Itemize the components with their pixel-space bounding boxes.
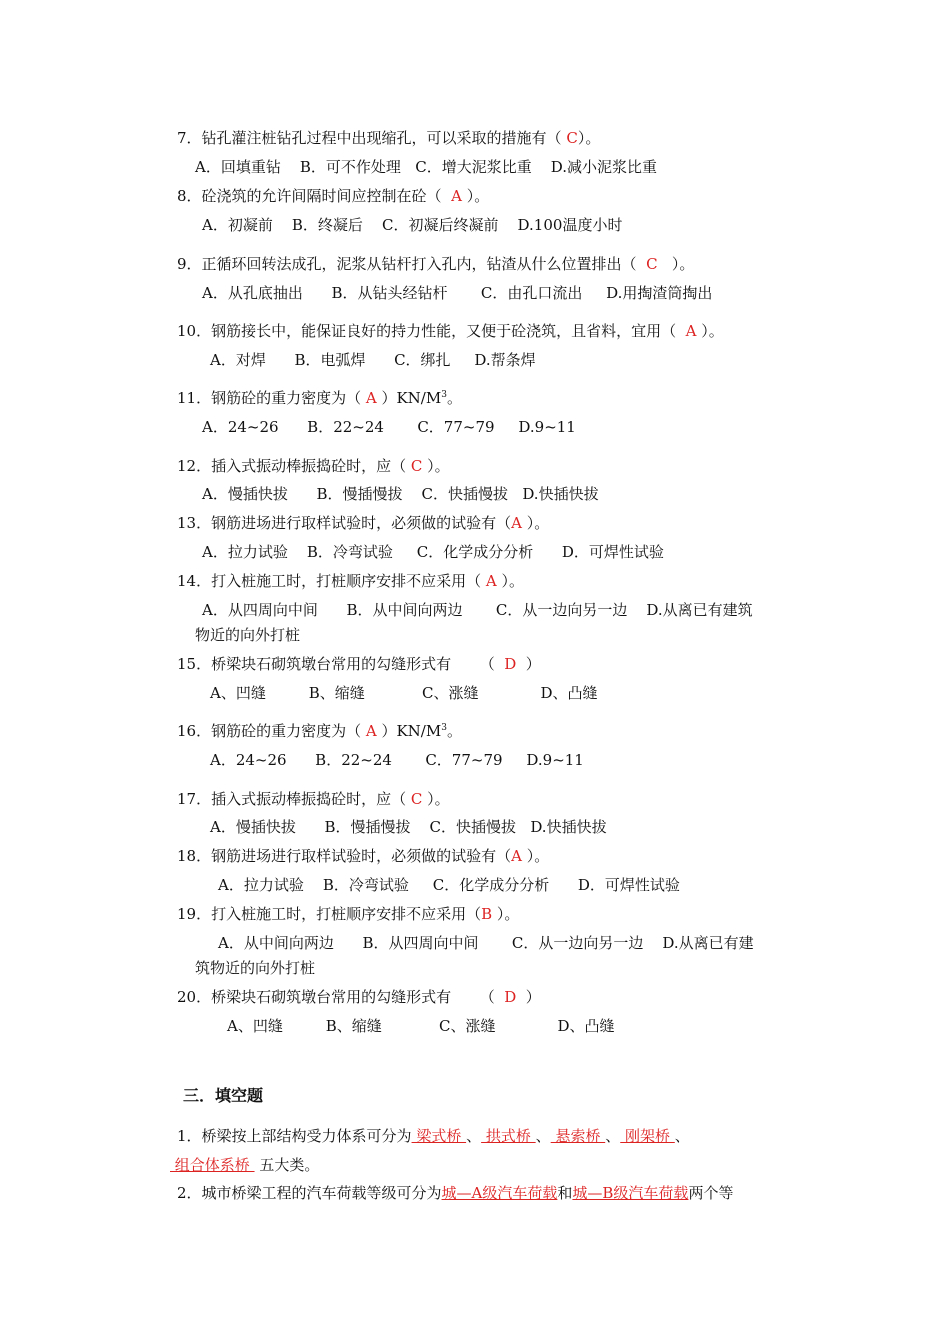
- answer: C: [410, 790, 423, 808]
- answer: A: [365, 722, 377, 740]
- answer: D: [504, 988, 517, 1006]
- answer: A: [485, 572, 497, 590]
- question-19: 19．打入桩施工时，打桩顺序安排不应采用（B ）。: [177, 905, 520, 923]
- fill-answer: 悬索桥: [550, 1127, 606, 1145]
- question-18: 18．钢筋进场进行取样试验时，必须做的试验有（A ）。: [177, 847, 550, 865]
- fill-answer: 城—B级汽车荷载: [572, 1184, 689, 1202]
- fill-answer: 梁式桥: [411, 1127, 467, 1145]
- answer: C: [566, 129, 578, 147]
- options: A．24~26 B．22~24 C．77~79 D.9~11: [202, 418, 576, 436]
- options: A．拉力试验 B．冷弯试验 C．化学成分分析 D．可焊性试验: [218, 876, 680, 894]
- question-15: 15．桥梁块石砌筑墩台常用的勾缝形式有 （ D ）: [177, 655, 541, 673]
- answer: A: [511, 847, 522, 865]
- options: A．对焊 B．电弧焊 C．绑扎 D.帮条焊: [210, 351, 536, 369]
- question-17: 17．插入式振动棒振捣砼时，应（ C ）。: [177, 790, 450, 808]
- options: A．回填重钻 B．可不作处理 C．增大泥浆比重 D.减小泥浆比重: [195, 158, 658, 176]
- answer: A: [365, 389, 377, 407]
- answer: C: [646, 255, 658, 273]
- options: A．初凝前 B．终凝后 C．初凝后终凝前 D.100温度小时: [202, 216, 623, 234]
- question-11: 11．钢筋砼的重力密度为（ A ）$KN/M^3$。: [177, 389, 462, 407]
- options: A．拉力试验 B．冷弯试验 C．化学成分分析 D．可焊性试验: [202, 543, 664, 561]
- question-14: 14．打入桩施工时，打桩顺序安排不应采用（ A ）。: [177, 572, 524, 590]
- fill-answer: 组合体系桥: [170, 1156, 255, 1174]
- fill-question-1: 1．桥梁按上部结构受力体系可分为 梁式桥 、 拱式桥 、 悬索桥 、 刚架桥 、: [177, 1127, 690, 1145]
- fill-answer: 刚架桥: [620, 1127, 675, 1145]
- options-continued: 物近的向外打桩: [195, 626, 301, 644]
- fill-answer: 拱式桥: [481, 1127, 536, 1145]
- options: A、凹缝 B、缩缝 C、涨缝 D、凸缝: [210, 684, 598, 702]
- question-9: 9．正循环回转法成孔，泥浆从钻杆打入孔内，钻渣从什么位置排出（ C ）。: [177, 255, 695, 273]
- options: A．从孔底抽出 B．从钻头经钻杆 C．由孔口流出 D.用掏渣筒掏出: [202, 284, 713, 302]
- question-8: 8．砼浇筑的允许间隔时间应控制在砼（ A ）。: [177, 187, 490, 205]
- answer: B: [481, 905, 493, 923]
- question-7: 7．钻孔灌注桩钻孔过程中出现缩孔，可以采取的措施有（ C）。: [177, 129, 601, 147]
- options-continued: 筑物近的向外打桩: [195, 959, 316, 977]
- fill-question-1-continued: 组合体系桥 五大类。: [170, 1156, 320, 1174]
- question-16: 16．钢筋砼的重力密度为（ A ）$KN/M^3$。: [177, 722, 462, 740]
- question-13: 13．钢筋进场进行取样试验时，必须做的试验有（A ）。: [177, 514, 550, 532]
- options: A．慢插快拔 B．慢插慢拔 C．快插慢拔 D.快插快拔: [210, 818, 607, 836]
- options: A．从四周向中间 B．从中间向两边 C．从一边向另一边 D.从离已有建筑: [202, 601, 753, 619]
- options: A．慢插快拔 B．慢插慢拔 C．快插慢拔 D.快插快拔: [202, 485, 599, 503]
- fill-question-2: 2．城市桥梁工程的汽车荷载等级可分为城—A级汽车荷载和城—B级汽车荷载两个等: [177, 1184, 734, 1202]
- section-title: 三．填空题: [183, 1086, 264, 1105]
- question-10: 10．钢筋接长中，能保证良好的持力性能，又便于砼浇筑，且省料，宜用（ A ）。: [177, 322, 724, 340]
- question-20: 20．桥梁块石砌筑墩台常用的勾缝形式有 （ D ）: [177, 988, 541, 1006]
- options: A．24~26 B．22~24 C．77~79 D.9~11: [210, 751, 584, 769]
- answer: A: [511, 514, 522, 532]
- answer: A: [451, 187, 462, 205]
- question-12: 12．插入式振动棒振捣砼时，应（ C ）。: [177, 457, 450, 475]
- options: A．从中间向两边 B．从四周向中间 C．从一边向另一边 D.从离已有建: [218, 934, 754, 952]
- answer: A: [685, 322, 697, 340]
- fill-answer: 城—A级汽车荷载: [441, 1184, 558, 1202]
- answer: D: [504, 655, 517, 673]
- answer: C: [410, 457, 423, 475]
- options: A、凹缝 B、缩缝 C、涨缝 D、凸缝: [227, 1017, 615, 1035]
